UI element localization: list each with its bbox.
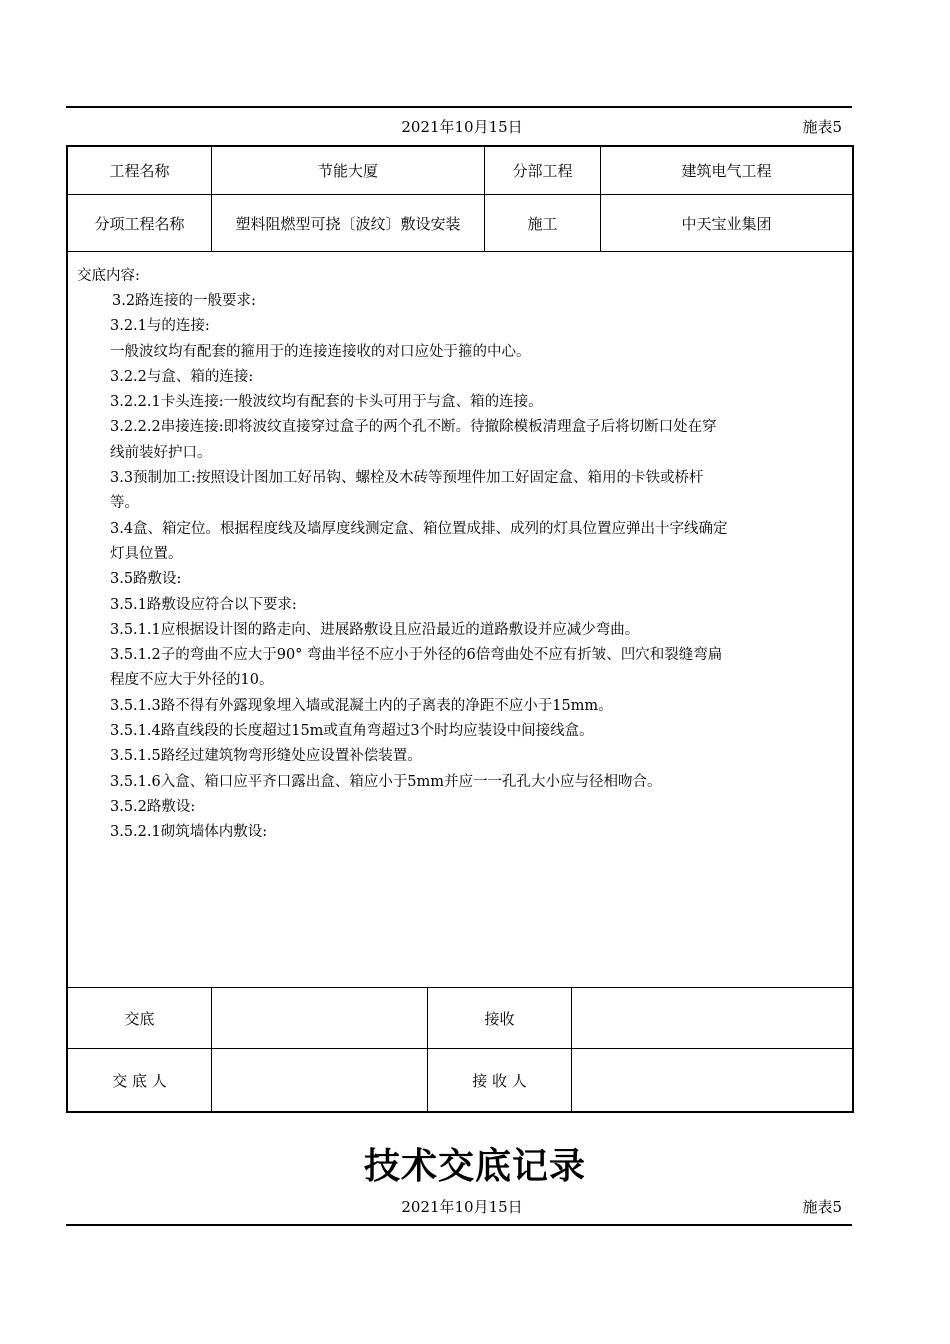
sign-row-persons (68, 1049, 852, 1111)
document-title: 技术交底记录 (363, 1146, 586, 1187)
receive-label: 接收 (427, 988, 571, 1048)
content-line: 3.2.2.1卡头连接:一般波纹均有配套的卡头可用于与盒、箱的连接。 (110, 394, 543, 411)
content-line: 3.5.1.5路经过建筑物弯形缝处应设置补偿装置。 (110, 748, 422, 765)
content-line: 3.5.1路敷设应符合以下要求: (110, 596, 297, 613)
briefing-content (68, 252, 852, 988)
content-line: 3.5.1.1应根据设计图的路走向、进展路敷设且应沿最近的道路敷设并应减少弯曲。 (110, 621, 640, 638)
content-line: 3.5.1.6入盒、箱口应平齐口露出盒、箱应小于5mm并应一一孔孔大小应与径相吻合。 (110, 773, 662, 790)
content-line: 灯具位置。 (110, 545, 183, 562)
top-rule (66, 106, 852, 108)
briefer-signature (211, 1049, 427, 1111)
receiver-signature (571, 1049, 852, 1111)
record-table (66, 145, 854, 1113)
content-line: 3.5.1.2子的弯曲不应大于90° 弯曲半径不应小于外径的6倍弯曲处不应有折皱、凹穴和裂缝弯扁 (110, 647, 723, 664)
bottom-rule (66, 1224, 852, 1226)
content-line: 3.2.1与的连接: (110, 318, 210, 335)
info-row-project (68, 147, 852, 195)
project-name-label: 工程名称 (109, 162, 170, 180)
content-line: 线前装好护口。 (110, 444, 212, 461)
content-line: 3.3预制加工:按照设计图加工好吊钩、螺栓及木砖等预埋件加工好固定盒、箱用的卡铁或桥杆 (110, 470, 704, 487)
sign-row-briefing (68, 988, 852, 1049)
content-line: 3.4盒、箱定位。根据程度线及墙厚度线测定盒、箱位置成排、成列的灯具位置应弹出十字线确定 (110, 520, 728, 537)
contractor-label: 施工 (484, 195, 600, 251)
content-lines (112, 289, 844, 846)
content-line: 一般波纹均有配套的箍用于的连接连接收的对口应处于箍的中心。 (110, 343, 531, 360)
content-line: 程度不应大于外径的10。 (110, 672, 274, 689)
content-line: 等。 (110, 495, 139, 512)
briefing-value (211, 988, 427, 1048)
content-line: 3.5.1.3路不得有外露现象埋入墙或混凝土内的子离表的净距不应小于15mm。 (110, 697, 613, 714)
subitem-name-value: 塑料阻燃型可挠〔波纹〕敷设安装 (211, 195, 484, 251)
record-date-next: 2021年10月15日 (401, 1198, 523, 1216)
info-row-subitem (68, 195, 852, 252)
briefing-label: 交底 (124, 1009, 155, 1028)
division-value: 建筑电气工程 (600, 147, 852, 194)
briefer-label: 交 底 人 (112, 1071, 167, 1090)
content-line: 3.5.1.4路直线段的长度超过15m或直角弯超过3个时均应装设中间接线盒。 (110, 723, 594, 740)
project-name-value: 节能大厦 (211, 147, 484, 194)
content-line: 3.5.2路敷设: (110, 798, 196, 815)
content-line: 3.2.2与盒、箱的连接: (110, 368, 254, 385)
contractor-value: 中天宝业集团 (600, 195, 852, 251)
form-number-next: 施表5 (802, 1198, 842, 1216)
receiver-label: 接 收 人 (427, 1049, 571, 1111)
content-label: 交底内容: (77, 268, 140, 284)
division-label: 分部工程 (484, 147, 600, 194)
content-line: 3.2路连接的一般要求: (112, 293, 256, 309)
record-date: 2021年10月15日 (401, 118, 523, 136)
form-number: 施表5 (802, 118, 842, 136)
content-line: 3.2.2.2串接连接:即将波纹直接穿过盒子的两个孔不断。待撤除模板清理盒子后将切断口处在穿 (110, 419, 717, 436)
subitem-name-label: 分项工程名称 (94, 214, 185, 233)
content-line: 3.5路敷设: (110, 571, 182, 588)
content-line: 3.5.2.1砌筑墙体内敷设: (110, 824, 268, 841)
receive-value (571, 988, 852, 1048)
